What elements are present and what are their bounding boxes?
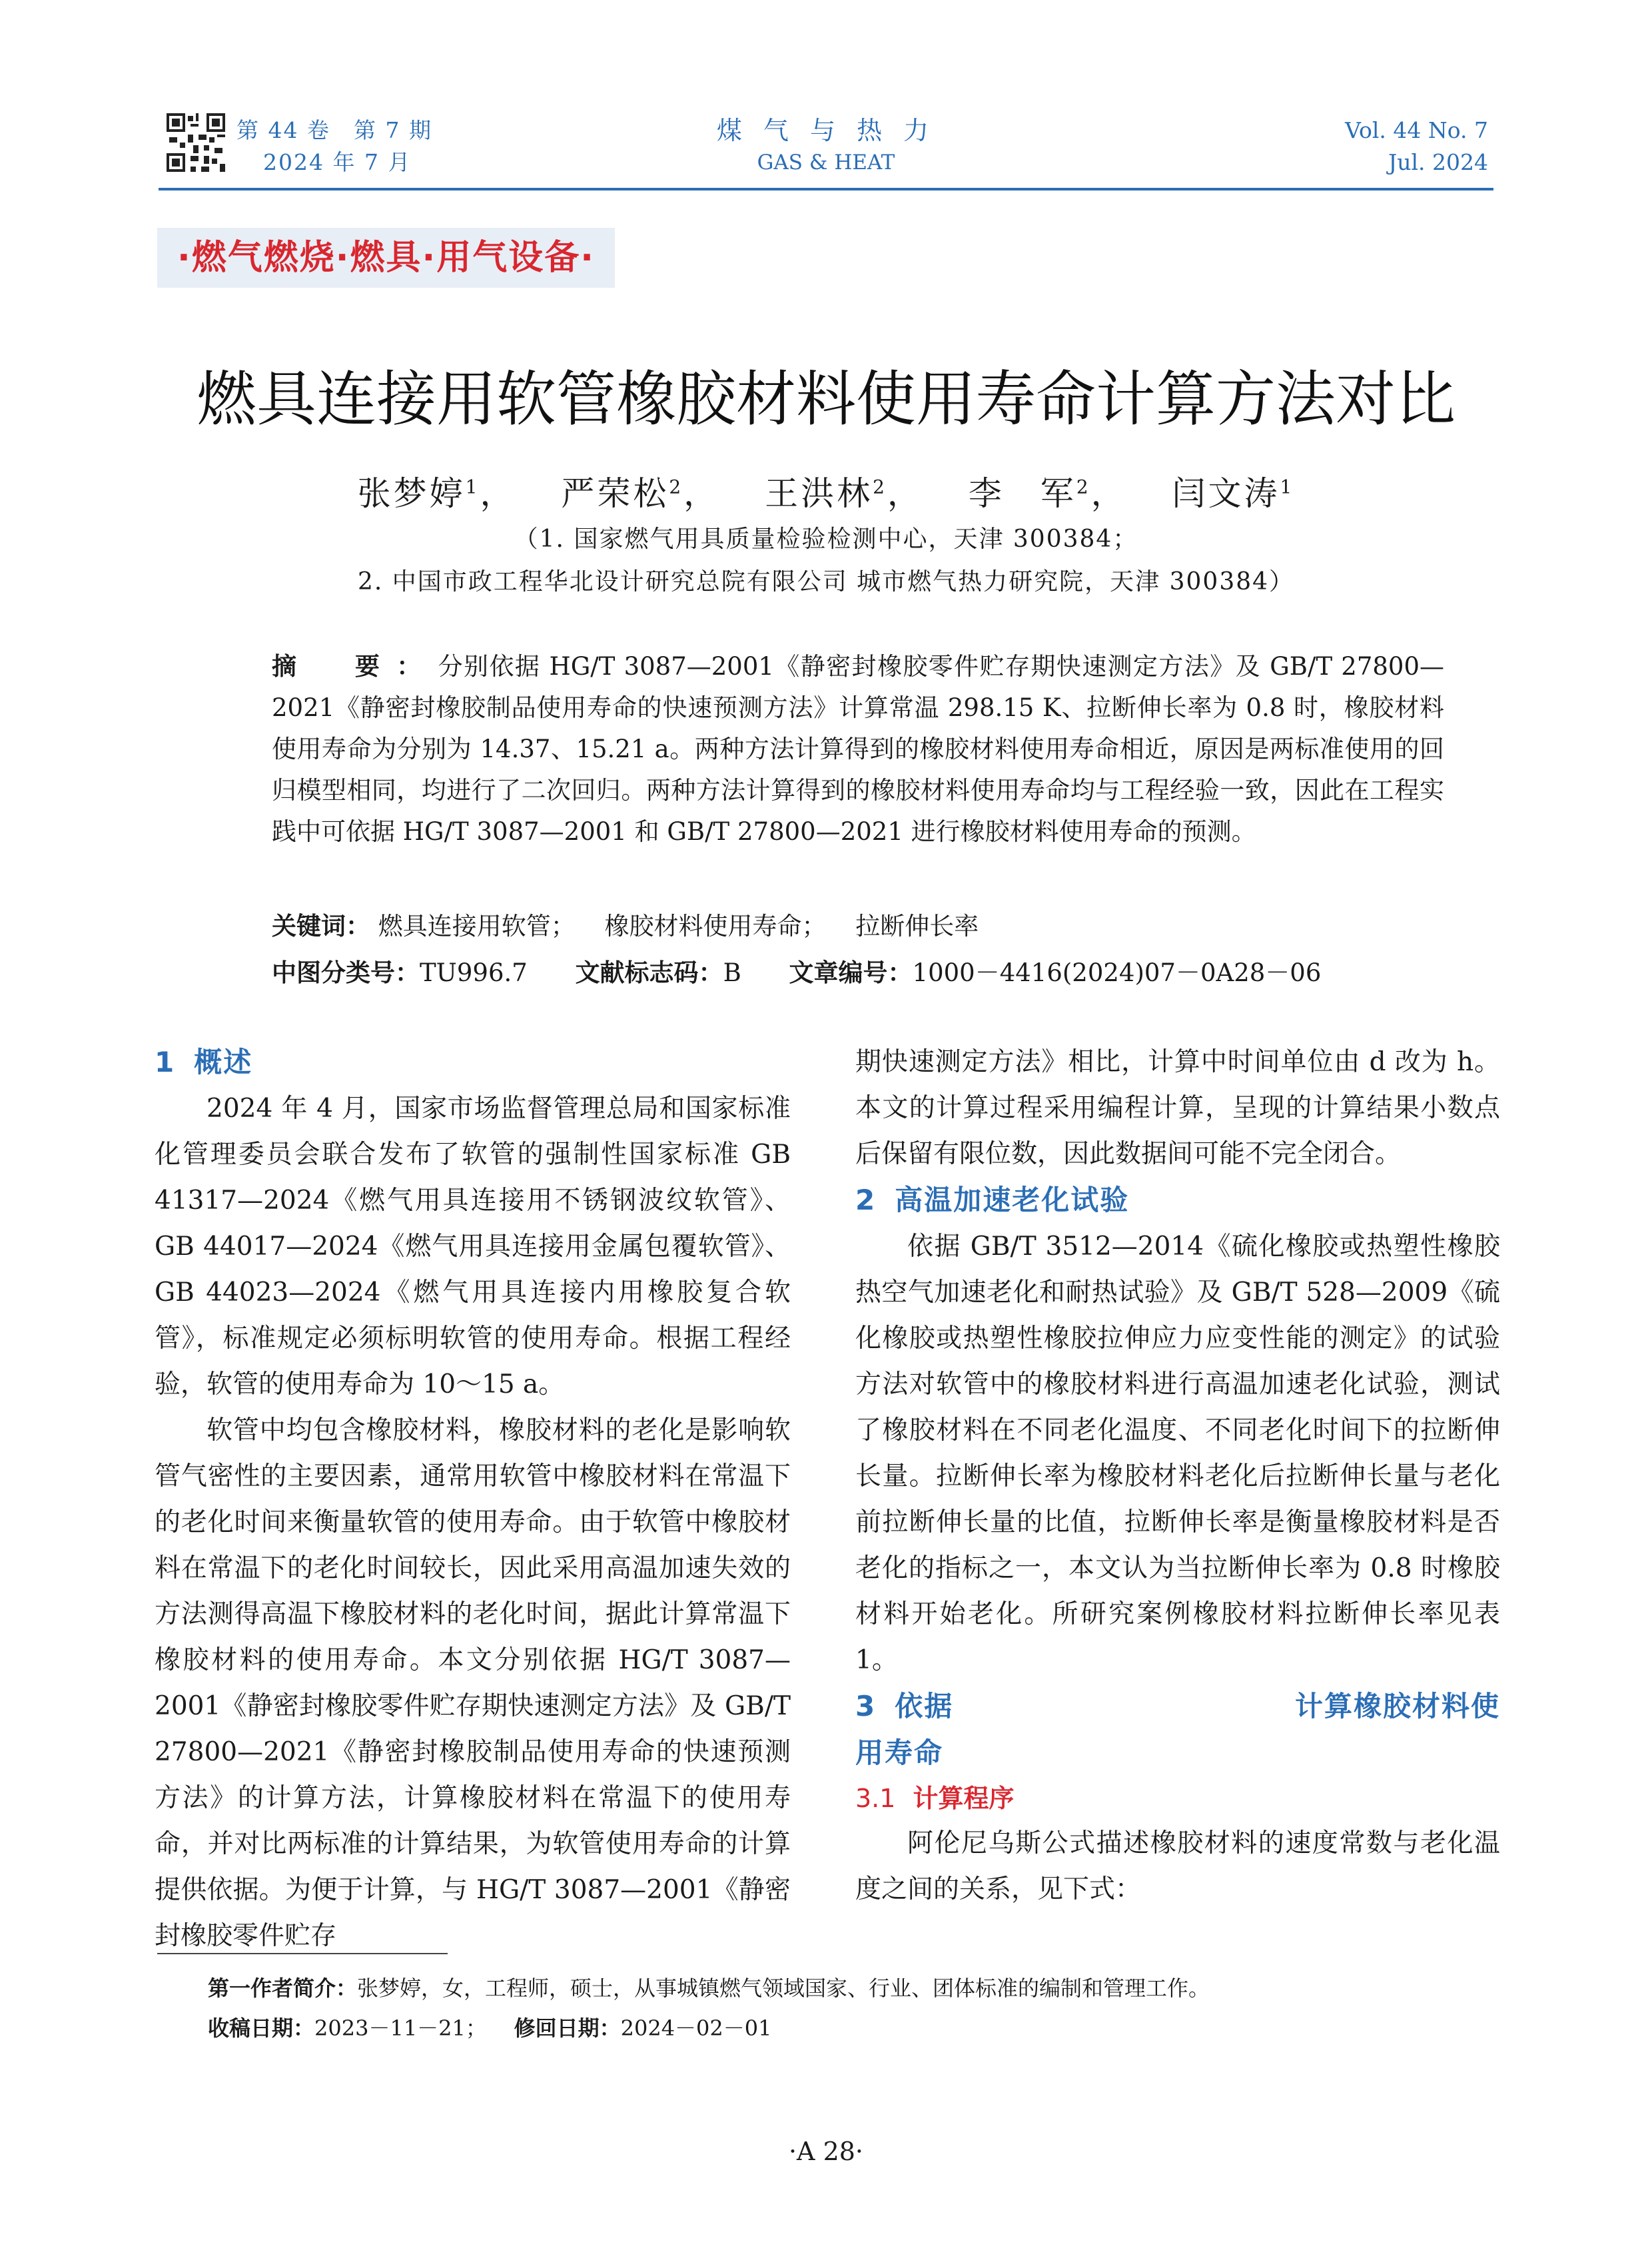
footnote-author: 第一作者简介：张梦婷，女，工程师，硕士，从事城镇燃气领域国家、行业、团体标准的编制和管理工作。	[208, 1976, 1210, 2001]
affiliation-1: （1. 国家燃气用具质量检验检测中心，天津 300384；	[514, 526, 1138, 553]
paragraph: 期快速测定方法》相比，计算中时间单位由 d 改为 h。本文的计算过程采用编程计算，呈现的计算结果小数点后保留有限位数，因此数据间可能不完全闭合。	[855, 1047, 1500, 1169]
author-list	[0, 464, 1652, 517]
section-heading: 3 依据 计算橡胶材料使 用寿命	[855, 1690, 1500, 1769]
footnote-divider	[157, 1953, 448, 1954]
paragraph: 阿伦尼乌斯公式描述橡胶材料的速度常数与老化温度之间的关系，见下式：	[855, 1828, 1500, 1904]
classification-line	[272, 952, 1321, 994]
header-volume-en	[1345, 115, 1488, 179]
body-column-right	[855, 1039, 1500, 1912]
article-no-value: 1000－4416(2024)07－0A28－06	[912, 958, 1322, 987]
author: 严荣松$^2$，	[561, 474, 720, 513]
paragraph: 软管中均包含橡胶材料，橡胶材料的老化是影响软管气密性的主要因素，通常用软管中橡胶材料在常温下的老化时间来衡量软管的使用寿命。由于软管中橡胶材料在常温下的老化时间较长，因此采用高温加速失效的方法测得高温下橡胶材料的老化时间，据此计算常温下橡胶材料的使用寿命。本文分别依据 HG/T 3087—2001《静密封橡胶零件贮存期快速测定方法》及 GB/T 27800—2021《静密封橡胶制品使用寿命的快速预测方法》的计算方法，计算橡胶材料在常温下的使用寿命，并对比两标准的计算结果，为软管使用寿命的计算提供依据。为便于计算，与 HG/T 3087—2001《静密封橡胶零件贮存	[155, 1415, 791, 1951]
keyword: 拉断伸长率	[855, 912, 979, 940]
header-divider	[159, 188, 1493, 190]
author: 闫文涛$^1$	[1172, 474, 1295, 513]
clc-label: 中图分类号：	[272, 958, 420, 987]
subsection-heading: 3.1 计算程序	[855, 1784, 1015, 1813]
doc-code-label: 文献标志码：	[575, 958, 723, 987]
abstract-text: 分别依据 HG/T 3087—2001《静密封橡胶零件贮存期快速测定方法》及 GB/T 27800—2021《静密封橡胶制品使用寿命的快速预测方法》计算常温 298.15 K、拉断伸长率为 0.8 时，橡胶材料使用寿命为分别为 14.37、15.21 a。两种方法计算得到的橡胶材料使用寿命相近，原因是两标准使用的回归模型相同，均进行了二次回归。两种方法计算得到的橡胶材料使用寿命均与工程经验一致，因此在工程实践中可依据 HG/T 3087—2001 和 GB/T 27800—2021 进行橡胶材料使用寿命的预测。	[272, 652, 1444, 846]
body-column-left	[155, 1039, 791, 1959]
header-vol-en: Vol. 44 No. 7	[1345, 117, 1488, 143]
keywords-label: 关键词：	[272, 912, 370, 940]
author: 张梦婷$^1$，	[357, 474, 516, 513]
keywords	[272, 906, 1000, 947]
column-banner: ·燃气燃烧·燃具·用气设备·	[157, 228, 615, 288]
affiliation-2: 2. 中国市政工程华北设计研究总院有限公司 城市燃气热力研究院，天津 300384）	[357, 568, 1295, 595]
abstract-label: 摘 要：	[272, 652, 438, 681]
section-heading: 2 高温加速老化试验	[855, 1184, 1130, 1216]
header-volume-cn: 第 44 卷 第 7 期	[236, 117, 432, 143]
journal-name-cn: 煤 气 与 热 力	[716, 116, 936, 145]
footnote-dates: 收稿日期：2023－11－21； 修回日期：2024－02－01	[208, 2016, 772, 2041]
section-heading: 1 概述	[155, 1046, 253, 1078]
paragraph: 2024 年 4 月，国家市场监督管理总局和国家标准化管理委员会联合发布了软管的强制性国家标准 GB 41317—2024《燃气用具连接用不锈钢波纹软管》、GB 44017—2024《燃气用具连接用金属包覆软管》、GB 44023—2024《燃气用具连接内用橡胶复合软管》，标准规定必须标明软管的使用寿命。根据工程经验，软管的使用寿命为 10～15 a。	[155, 1094, 791, 1399]
article-no-label: 文章编号：	[789, 958, 913, 987]
keyword: 橡胶材料使用寿命；	[604, 912, 827, 940]
clc-value: TU996.7	[420, 958, 528, 987]
paragraph: 依据 GB/T 3512—2014《硫化橡胶或热塑性橡胶热空气加速老化和耐热试验》及 GB/T 528—2009《硫化橡胶或热塑性橡胶拉伸应力应变性能的测定》的试验方法对软管中的橡胶材料进行高温加速老化试验，测试了橡胶材料在不同老化温度、不同老化时间下的拉断伸长量。拉断伸长率为橡胶材料老化后拉断伸长量与老化前拉断伸长量的比值，拉断伸长率是衡量橡胶材料是否老化的指标之一，本文认为当拉断伸长率为 0.8 时橡胶材料开始老化。所研究案例橡胶材料拉断伸长率见表 1。	[855, 1232, 1500, 1675]
journal-name-en: GAS & HEAT	[757, 151, 895, 175]
keyword: 燃具连接用软管；	[378, 912, 576, 940]
page-number: ·A 28·	[788, 2137, 864, 2166]
header-date-cn: 2024 年 7 月	[263, 149, 412, 175]
paper-title: 燃具连接用软管橡胶材料使用寿命计算方法对比	[197, 364, 1455, 434]
doc-code-value: B	[723, 958, 741, 987]
abstract	[272, 646, 1444, 853]
author: 李 军$^2$，	[968, 474, 1127, 513]
header-date-en: Jul. 2024	[1388, 149, 1488, 175]
author: 王洪林$^2$，	[765, 474, 923, 513]
